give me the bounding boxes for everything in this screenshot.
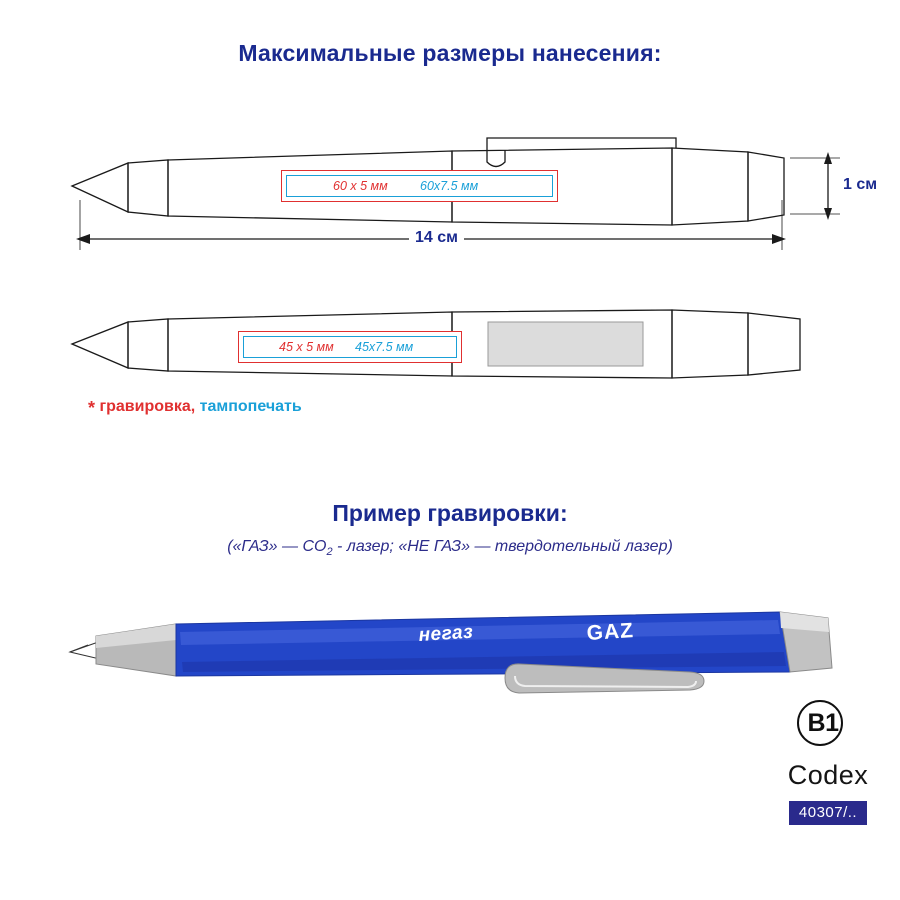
legend [88,398,302,419]
top-view-pad-print-size-label: 60x7.5 мм [420,179,479,193]
brand-name: Codex [787,760,869,790]
b1-logo-icon [797,700,859,748]
b1-label: B1 [807,709,839,737]
legend-engraving-label: гравировка [99,398,191,415]
article-badge: 40307/.. [789,801,867,825]
pen-engraving-negaz: негаз [418,621,474,646]
pen-engraving-gaz: GAZ [586,619,635,645]
page-title: Максимальные размеры нанесения: [238,40,662,66]
bottom-view-pad-print-area [243,336,457,358]
bottom-view-engraving-size-label: 45 x 5 мм [279,340,334,354]
legend-star: * [88,398,96,418]
brand-block [768,700,888,825]
bottom-view-pad-print-size-label: 45x7.5 мм [355,340,414,354]
sample-subtitle [0,538,900,558]
length-dimension-label: 14 см [409,229,464,247]
height-dimension-label: 1 см [837,176,883,194]
sample-subtitle-sub: 2 [326,546,333,559]
legend-separator: , [190,398,200,415]
legend-pad-printing-label: тампопечать [199,398,302,415]
sample-subtitle-pre: («ГАЗ» — CO [227,538,327,555]
top-view-engraving-size-label: 60 x 5 мм [333,179,388,193]
sample-subtitle-post: - лазер; «НЕ ГАЗ» — твердотельный лазер) [332,538,673,555]
sample-title: Пример гравировки: [332,500,568,526]
